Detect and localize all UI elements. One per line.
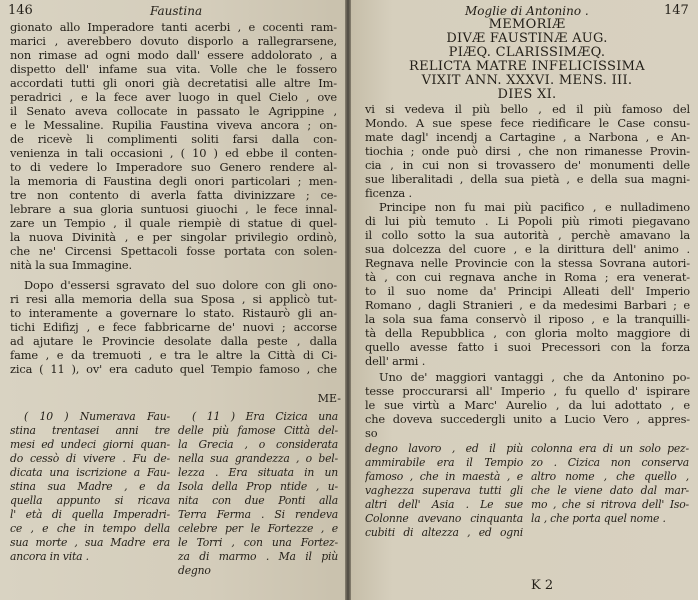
text-line: ri resi alla memoria della sua Sposa , si applicò tut-	[10, 292, 337, 306]
text-line: do cessò di vivere . Fu de-	[10, 452, 170, 465]
text-line: colonna era di un solo pez-	[531, 442, 689, 455]
text-line: ammirabile era il Tempio	[365, 456, 523, 469]
left-catchword: ME-	[317, 392, 341, 405]
text-line: Romano , dagli Stranieri , e da medesimi Barbari ; e	[365, 298, 690, 312]
text-line: celebre per le Fortezze , e	[178, 522, 338, 535]
text-line: la Grecia , o considerata	[178, 438, 338, 451]
text-line: nita con due Ponti alla	[178, 494, 338, 507]
text-line: Dopo d'essersi sgravato del suo dolore con gli ono-	[24, 278, 337, 292]
text-line: zare un Tempio , il quale riempiè di statue di quel-	[10, 216, 337, 230]
text-line: sue liberalitadi , della sua pietà , e della sua magni-	[365, 172, 690, 186]
text-line: degno lavoro , ed il più	[365, 442, 523, 455]
text-line: mo , che si ritrova dell' Iso-	[531, 498, 689, 511]
text-line: tiochia ; onde può dirsi , che non rimanesse Provin-	[365, 144, 690, 158]
text-line: ficenza .	[365, 186, 412, 200]
text-line: lebrare a sua gloria suntuosi giuochi , le fece innal-	[10, 202, 337, 216]
text-line: Terra Ferma . Si rendeva	[178, 508, 338, 521]
text-line: to interamente a governare lo stato. Ristaurò gli an-	[10, 306, 337, 320]
inscription-line: PIÆQ. CLARISSIMÆQ.	[448, 45, 606, 60]
text-line: che le viene dato dal mar-	[531, 484, 689, 497]
text-line: stina trentasei anni tre	[10, 424, 170, 437]
text-line: la nuova Divinità , e per singolar privilegio ordinò,	[10, 230, 337, 244]
text-line: degno	[178, 564, 211, 577]
text-line: dicata una iscrizione a Fau-	[10, 466, 170, 479]
text-line: lezza . Era situata in un	[178, 466, 338, 479]
text-line: che doveva succedergli unito a Lucio Vero , appres-	[365, 412, 690, 426]
text-line: il collo sotto la sua autorità , perchè amavano la	[365, 228, 690, 242]
text-line: ce , e che in tempo della	[10, 522, 170, 535]
text-line: che ne' Circensi Spettacoli fosse portata con solen-	[10, 244, 337, 258]
text-line: so	[365, 426, 378, 440]
right-page-number: 147	[664, 3, 689, 18]
text-line: sua dolcezza del cuore , e la dirittura dell' animo .	[365, 242, 690, 256]
text-line: la sola sua fama conservò il riposo , e la tranquilli-	[365, 312, 690, 326]
text-line: nità la sua Immagine.	[10, 258, 132, 272]
right-paragraph-3	[365, 370, 690, 440]
text-line: marici , averebbero dovuto disporlo a rallegrarsene,	[10, 34, 337, 48]
signature-mark: K 2	[531, 578, 554, 593]
text-line: accordati tutti gli onori già decretatisi alle altre Im-	[10, 76, 337, 90]
left-running-head: Faustina	[150, 4, 203, 18]
text-line: to di vedere lo Imperadore suo Genero rendere al-	[10, 160, 337, 174]
text-line: tà della Repubblica , con gloria molto maggiore di	[365, 326, 690, 340]
text-line: cia , in cui non si trovassero de' monumenti delle	[365, 158, 690, 172]
text-line: Isola della Prop ntide , u-	[178, 480, 338, 493]
text-line: ( 11 ) Era Cizica una	[192, 410, 338, 423]
text-line: vi si vedeva il più bello , ed il più famoso del	[365, 102, 690, 116]
text-line: tesse proccurarsi all' Imperio , fu quello d' ispirare	[365, 384, 690, 398]
text-line: nella sua grandezza , o bel-	[178, 452, 338, 465]
text-line: gionato allo Imperadore tanti acerbi , e cocenti ram-	[10, 20, 337, 34]
text-line: zica ( 11 ), ov' era caduto quel Tempio famoso , che	[10, 362, 337, 376]
inscription-line: MEMORIÆ	[488, 17, 566, 32]
text-line: tà , con cui regnava anche in Roma ; era venerat-	[365, 270, 690, 284]
text-line: la , che porta quel nome .	[531, 512, 666, 525]
text-line: Mondo. A sue spese fece riedificare le Case consu-	[365, 116, 690, 130]
text-line: Uno de' maggiori vantaggi , che da Antonino po-	[379, 370, 690, 384]
text-line: quella appunto si ricava	[10, 494, 170, 507]
inscription-line: DIVÆ FAUSTINÆ AUG.	[446, 31, 608, 46]
right-page	[351, 0, 698, 600]
left-page-number: 146	[8, 3, 33, 18]
text-line: de ricevè li complimenti soliti farsi dalla con-	[10, 132, 337, 146]
right-running-head: Moglie di Antonino .	[465, 4, 589, 18]
text-line: za di marmo . Ma il più	[178, 550, 338, 563]
text-line: tre non contento di averla fatta divinizzare ; ce-	[10, 188, 337, 202]
text-line: ancora in vita .	[10, 550, 89, 563]
text-line: la memoria di Faustina degli onori particolari ; men-	[10, 174, 337, 188]
inscription-line: DIES XI.	[497, 87, 557, 102]
inscription-line: VIXIT ANN. XXXVI. MENS. III.	[421, 73, 633, 88]
text-line: le sue virtù a Marc' Aurelio , da lui adottato , e	[365, 398, 690, 412]
left-main-text-2	[10, 278, 337, 376]
text-line: vaghezza superava tutti gli	[365, 484, 523, 497]
text-line: cubiti di altezza , ed ogni	[365, 526, 523, 539]
text-line: il Senato aveva collocate in passato le Agrippine ,	[10, 104, 337, 118]
text-line: Principe non fu mai più pacifico , e nulladimeno	[379, 200, 690, 214]
text-line: ad ajutare le Provincie desolate dalla peste , dalla	[10, 334, 337, 348]
text-line: peradrici , e la fece aver luogo in quel Cielo , ove	[10, 90, 337, 104]
text-line: Regnava nelle Provincie con la stessa Sovrana autori-	[365, 256, 690, 270]
text-line: dell' armi .	[365, 354, 426, 368]
right-footnote-right	[531, 442, 689, 526]
right-footnote-left	[365, 442, 523, 540]
text-line: dispetto dell' infame sua vita. Volle che le fossero	[10, 62, 337, 76]
inscription-block	[377, 18, 677, 102]
text-line: le Torri , con una Fortez-	[178, 536, 338, 549]
text-line: delle più famose Città del-	[178, 424, 338, 437]
text-line: stina sua Madre , e da	[10, 480, 170, 493]
text-line: altri dell' Asia . Le sue	[365, 498, 523, 511]
text-line: famoso , che in maestà , e	[365, 470, 523, 483]
text-line: tichi Edifizj , e fece fabbricarne de' nuovi ; accorse	[10, 320, 337, 334]
text-line: to il suo nome da' Principi Alleati dell' Imperio	[365, 284, 690, 298]
inscription-line: RELICTA MATRE INFELICISSIMA	[409, 59, 645, 74]
text-line: sua morte , sua Madre era	[10, 536, 170, 549]
text-line: e le Messaline. Rupilia Faustina viveva ancora ; on-	[10, 118, 337, 132]
text-line: venienza in tali occasioni , ( 10 ) ed ebbe il conten-	[10, 146, 337, 160]
left-page	[0, 0, 345, 600]
text-line: mesi ed undeci giorni quan-	[10, 438, 170, 451]
text-line: altro nome , che quello ,	[531, 470, 689, 483]
text-line: quello avesse fatto i suoi Precessori con la forza	[365, 340, 690, 354]
right-paragraph-1	[365, 102, 690, 200]
text-line: mate dagl' incendj a Cartagine , a Narbona , e An-	[365, 130, 690, 144]
left-footnote-10	[10, 410, 170, 564]
left-main-text	[10, 20, 337, 272]
text-line: fame , e da tremuoti , e tra le altre la Città di Ci-	[10, 348, 337, 362]
text-line: Colonne avevano cinquanta	[365, 512, 523, 525]
text-line: di lui più temuto . Li Popoli più rimoti piegavano	[365, 214, 690, 228]
text-line: non rimase ad ogni modo dall' essere addolorato , a	[10, 48, 337, 62]
text-line: l' età di quella Imperadri-	[10, 508, 170, 521]
text-line: zo . Cizica non conserva	[531, 456, 689, 469]
right-paragraph-2	[365, 200, 690, 368]
text-line: ( 10 ) Numerava Fau-	[24, 410, 170, 423]
left-footnote-11	[178, 410, 338, 578]
